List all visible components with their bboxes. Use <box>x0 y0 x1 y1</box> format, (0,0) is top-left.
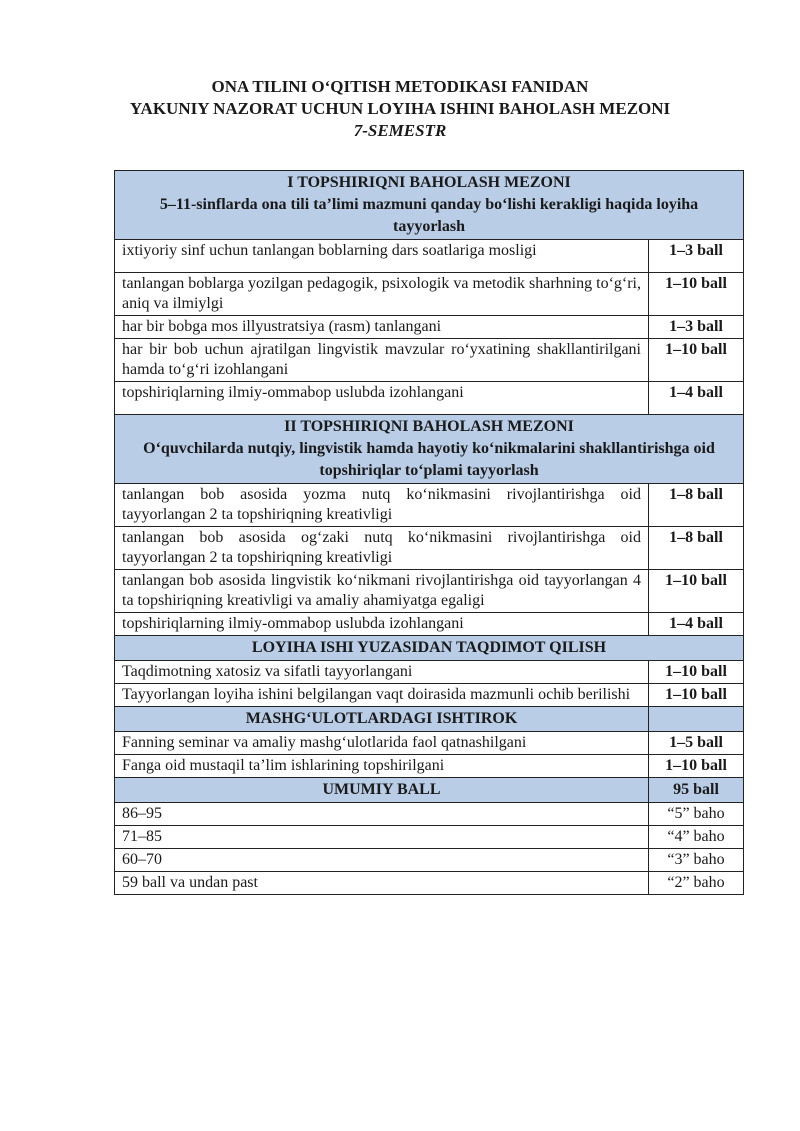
grade-value: “2” baho <box>649 872 744 895</box>
table-row <box>115 339 744 382</box>
section-1-title: I TOPSHIRIQNI BAHOLASH MEZONI <box>287 174 571 191</box>
criterion-text: tanlangan boblarga yozilgan pedagogik, psixologik va metodik sharhning to‘g‘ri, aniq va ilmiylgi <box>115 273 649 316</box>
grade-value: “5” baho <box>649 803 744 826</box>
criteria-table <box>114 170 744 895</box>
semester-label: 7-SEMESTR <box>353 121 447 140</box>
grade-value: “4” baho <box>649 826 744 849</box>
criterion-points: 1–10 ball <box>649 273 744 316</box>
criterion-points: 1–10 ball <box>649 339 744 382</box>
table-row <box>115 661 744 684</box>
criterion-text: topshiriqlarning ilmiy-ommabop uslubda izohlangani <box>115 613 649 636</box>
section-2-header <box>115 415 744 484</box>
criterion-text: har bir bobga mos illyustratsiya (rasm) tanlangani <box>115 316 649 339</box>
criterion-points: 1–8 ball <box>649 484 744 527</box>
table-row <box>115 240 744 273</box>
section-2-title: II TOPSHIRIQNI BAHOLASH MEZONI <box>284 418 574 435</box>
table-row <box>115 484 744 527</box>
table-row <box>115 527 744 570</box>
criterion-points: 1–4 ball <box>649 613 744 636</box>
document-header <box>0 76 800 142</box>
criterion-text: tanlangan bob asosida lingvistik ko‘nikmani rivojlantirishga oid tayyorlangan 4 ta topshiriqning kreativligi va amaliy ahamiyatga egaligi <box>115 570 649 613</box>
criterion-points: 1–5 ball <box>649 732 744 755</box>
section-2-subtitle: O‘quvchilarda nutqiy, lingvistik hamda hayotiy ko‘nikmalarini shakllantirishga oid topshiriqlar to‘plami tayyorlash <box>143 440 715 479</box>
criterion-points: 1–8 ball <box>649 527 744 570</box>
grade-row <box>115 803 744 826</box>
section-1-subtitle: 5–11-sinflarda ona tili ta’limi mazmuni qanday bo‘lishi kerakligi haqida loyiha tayyorlash <box>159 196 699 235</box>
table-row <box>115 684 744 707</box>
criterion-points: 1–4 ball <box>649 382 744 415</box>
grade-row <box>115 872 744 895</box>
criterion-text: topshiriqlarning ilmiy-ommabop uslubda izohlangani <box>115 382 649 415</box>
grade-row <box>115 849 744 872</box>
section-4-header <box>115 707 744 732</box>
table-row <box>115 382 744 415</box>
criterion-points: 1–10 ball <box>649 755 744 778</box>
total-label: UMUMIY BALL <box>115 778 649 803</box>
table-row <box>115 273 744 316</box>
total-row <box>115 778 744 803</box>
criterion-points: 1–10 ball <box>649 570 744 613</box>
section-4-blank-cell <box>649 707 744 732</box>
grade-range: 86–95 <box>115 803 649 826</box>
section-3-title: LOYIHA ISHI YUZASIDAN TAQDIMOT QILISH <box>115 636 744 661</box>
header-line-1: ONA TILINI O‘QITISH METODIKASI FANIDAN <box>211 77 589 96</box>
criterion-text: Fanning seminar va amaliy mashg‘ulotlarida faol qatnashilgani <box>115 732 649 755</box>
table-row <box>115 316 744 339</box>
grade-range: 71–85 <box>115 826 649 849</box>
criterion-text: tanlangan bob asosida yozma nutq ko‘nikmasini rivojlantirishga oid tayyorlangan 2 ta topshiriqning kreativligi <box>115 484 649 527</box>
table-row <box>115 570 744 613</box>
grade-value: “3” baho <box>649 849 744 872</box>
criterion-text: har bir bob uchun ajratilgan lingvistik mavzular ro‘yxatining shakllantirilgani hamda to‘g‘ri izohlangani <box>115 339 649 382</box>
criterion-text: Tayyorlangan loyiha ishini belgilangan vaqt doirasida mazmunli ochib berilishi <box>115 684 649 707</box>
criterion-text: Fanga oid mustaqil ta’lim ishlarining topshirilgani <box>115 755 649 778</box>
grade-row <box>115 826 744 849</box>
criterion-text: Taqdimotning xatosiz va sifatli tayyorlangani <box>115 661 649 684</box>
criterion-text: tanlangan bob asosida og‘zaki nutq ko‘nikmasini rivojlantirishga oid tayyorlangan 2 ta topshiriqning kreativligi <box>115 527 649 570</box>
section-3-header <box>115 636 744 661</box>
criterion-text: ixtiyoriy sinf uchun tanlangan boblarning dars soatlariga mosligi <box>115 240 649 273</box>
grade-range: 60–70 <box>115 849 649 872</box>
table-row <box>115 732 744 755</box>
total-points: 95 ball <box>649 778 744 803</box>
criterion-points: 1–10 ball <box>649 684 744 707</box>
table-row <box>115 613 744 636</box>
criterion-points: 1–3 ball <box>649 240 744 273</box>
section-1-header <box>115 171 744 240</box>
section-4-title: MASHG‘ULOTLARDAGI ISHTIROK <box>115 707 649 732</box>
header-line-2: YAKUNIY NAZORAT UCHUN LOYIHA ISHINI BAHOLASH MEZONI <box>129 99 671 118</box>
criterion-points: 1–10 ball <box>649 661 744 684</box>
table-row <box>115 755 744 778</box>
criterion-points: 1–3 ball <box>649 316 744 339</box>
grade-range: 59 ball va undan past <box>115 872 649 895</box>
